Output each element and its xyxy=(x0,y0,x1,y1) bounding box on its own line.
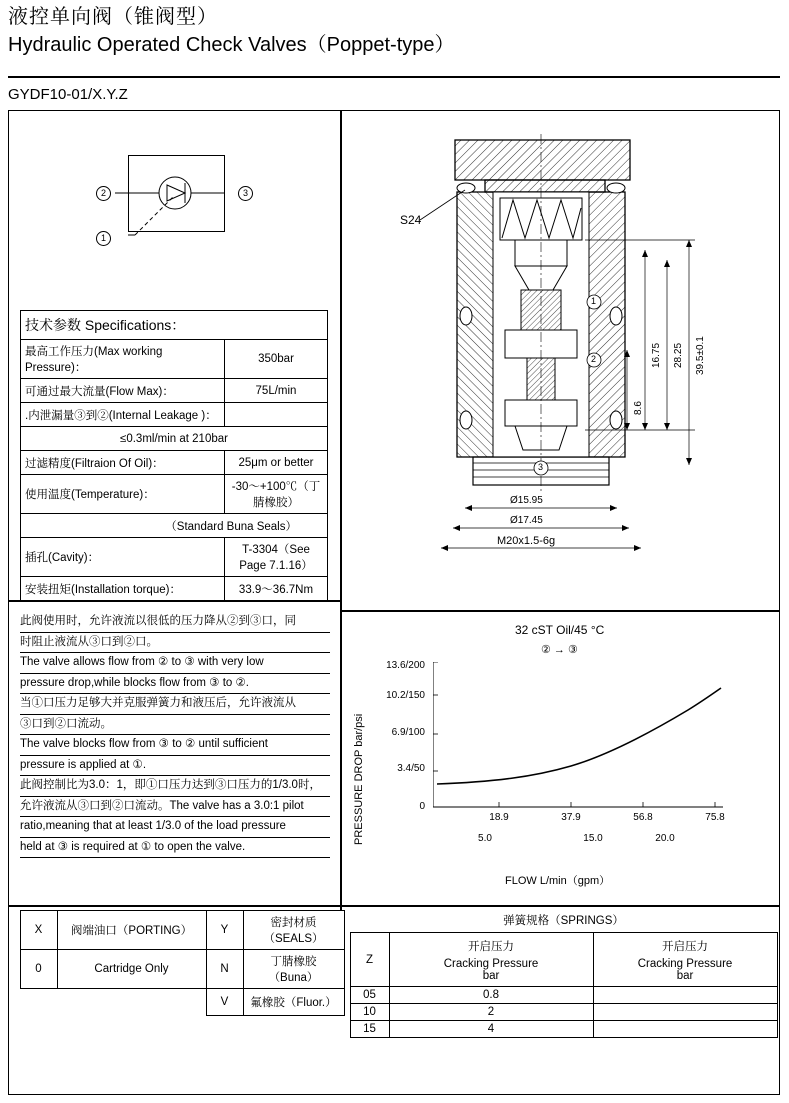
header-divider xyxy=(8,76,780,78)
chart-title: 32 cST Oil/45 °C xyxy=(515,623,605,637)
cell-porting-value: Cartridge Only xyxy=(57,950,206,989)
chart-y-axis-label: PRESSURE DROP bar/psi xyxy=(353,713,365,845)
spec-row xyxy=(21,379,328,403)
description-line: 当①口压力足够大并克服弹簧力和液压后，允许液流从 xyxy=(20,694,330,715)
spec-value: 75L/min xyxy=(225,379,328,403)
cell-porting-empty xyxy=(57,989,206,1016)
spec-value xyxy=(225,403,328,427)
dim-39-5: 39.5±0.1 xyxy=(695,336,706,375)
spec-row xyxy=(21,451,328,475)
spec-label: 最高工作压力(Max working Pressure)： xyxy=(21,340,225,379)
chart-y-tick: 0 xyxy=(419,801,425,812)
specifications-table xyxy=(20,310,328,601)
spec-row xyxy=(21,340,328,379)
spec-value: T-3304（See Page 7.1.16） xyxy=(225,538,328,577)
description-line: 此阀控制比为3.0：1，即①口压力达到③口压力的1/3.0时， xyxy=(20,776,330,797)
spec-value: 350bar xyxy=(225,340,328,379)
table-row xyxy=(350,1004,777,1021)
description-line: pressure drop,while blocks flow from ③ to ②. xyxy=(20,674,330,695)
springs-table xyxy=(350,910,778,1038)
spec-title: 技术参数 Specifications： xyxy=(21,311,328,340)
spec-row xyxy=(21,427,328,451)
callout-1: 1 xyxy=(591,296,597,306)
springs-code: 15 xyxy=(350,1021,389,1038)
table-row xyxy=(20,950,344,989)
cell-seals-value: 丁腈橡胶（Buna） xyxy=(243,950,344,989)
springs-col1-header-unit: bar xyxy=(482,970,500,982)
cell-x-value: 0 xyxy=(20,950,57,989)
right-divider-1 xyxy=(341,610,779,612)
spec-value: 25μm or better xyxy=(225,451,328,475)
dim-28-25: 28.25 xyxy=(673,342,684,368)
springs-value-1: 0.8 xyxy=(389,987,593,1004)
title-english: Hydraulic Operated Check Valves（Poppet-type） xyxy=(8,34,455,56)
callout-3: 3 xyxy=(538,462,544,472)
springs-z-header: Z xyxy=(350,933,389,987)
spec-row xyxy=(21,577,328,601)
springs-value-2 xyxy=(593,1021,777,1038)
cell-y-value: N xyxy=(206,950,243,989)
spec-label: 可通过最大流量(Flow Max)： xyxy=(21,379,225,403)
cell-porting-header: 阀端油口（PORTING） xyxy=(57,911,206,950)
chart-x-tick-gpm: 5.0 xyxy=(478,833,492,844)
chart-subtitle: ② → ③ xyxy=(541,644,578,656)
symbol-svg xyxy=(95,145,325,255)
chart-x-tick: 56.8 xyxy=(633,812,653,823)
springs-col2-header-en-text: Cracking Pressure xyxy=(637,958,733,970)
cell-x-empty xyxy=(20,989,57,1016)
cell-y-code: Y xyxy=(206,911,243,950)
springs-col1-header-cn: 开启压力 xyxy=(389,933,593,957)
description-line: pressure is applied at ①. xyxy=(20,756,330,777)
spec-value: 33.9～36.7Nm xyxy=(225,577,328,601)
dim-8-6: 8.6 xyxy=(633,401,644,415)
table-row xyxy=(350,987,777,1004)
springs-col1-header-en-text: Cracking Pressure xyxy=(443,958,539,970)
spec-row xyxy=(21,538,328,577)
cell-x-code: X xyxy=(20,911,57,950)
table-row xyxy=(20,989,344,1016)
springs-col1-header-en xyxy=(389,956,593,987)
chart-x-tick-gpm: 15.0 xyxy=(583,833,603,844)
section-drawing-svg xyxy=(345,120,777,600)
spec-row xyxy=(21,403,328,427)
chart-x-tick: 18.9 xyxy=(489,812,509,823)
chart-y-tick: 10.2/150 xyxy=(386,690,425,701)
description-line: ratio,meaning that at least 1/3.0 of the load pressure xyxy=(20,817,330,838)
model-code: GYDF10-01/X.Y.Z xyxy=(8,86,128,103)
dim-thread: M20x1.5-6g xyxy=(497,535,556,547)
column-divider xyxy=(340,110,342,910)
description-line: ③口到②口流动。 xyxy=(20,715,330,736)
cell-seals-header: 密封材质（SEALS） xyxy=(243,911,344,950)
springs-code: 10 xyxy=(350,1004,389,1021)
chart-plot-svg xyxy=(433,662,733,822)
cell-y-value: V xyxy=(206,989,243,1016)
spec-row xyxy=(21,475,328,514)
chart-y-tick: 3.4/50 xyxy=(397,763,425,774)
title-chinese: 液控单向阀（锥阀型） xyxy=(8,6,218,28)
spec-label: 插孔(Cavity)： xyxy=(21,538,225,577)
hex-size-callout: S24 xyxy=(400,213,422,227)
table-row xyxy=(350,910,777,933)
section-drawing xyxy=(345,120,777,610)
description-line: held at ③ is required at ① to open the valve. xyxy=(20,838,330,859)
springs-value-2 xyxy=(593,987,777,1004)
springs-value-1: 4 xyxy=(389,1021,593,1038)
description-line: 此阀使用时，允许液流以很低的压力降从②到③口，同 xyxy=(20,612,330,633)
spec-label: 使用温度(Temperature)： xyxy=(21,475,225,514)
table-row xyxy=(20,911,344,950)
table-row xyxy=(350,933,777,957)
porting-seals-table xyxy=(20,910,345,1016)
springs-col2-header-en xyxy=(593,956,777,987)
springs-value-2 xyxy=(593,1004,777,1021)
cell-seals-value: 氟橡胶（Fluor.） xyxy=(243,989,344,1016)
symbol-port-1-label: 1 xyxy=(96,231,111,246)
symbol-port-2-label: 2 xyxy=(96,186,111,201)
chart-x-tick: 75.8 xyxy=(705,812,725,823)
pressure-drop-chart xyxy=(345,615,777,910)
spec-label: 过滤精度(Filtraion Of Oil)： xyxy=(21,451,225,475)
description-line: 允许液流从③口到②口流动。The valve has a 3.0:1 pilot xyxy=(20,797,330,818)
dim-16-75: 16.75 xyxy=(651,342,662,368)
dim-d15-95: Ø15.95 xyxy=(510,495,543,506)
description-line: 时阻止液流从③口到②口。 xyxy=(20,633,330,654)
spec-value: -30～+100℃（丁腈橡胶） xyxy=(225,475,328,514)
spec-value-full: ≤0.3ml/min at 210bar xyxy=(21,427,328,451)
chart-x-axis-label: FLOW L/min（gpm） xyxy=(505,875,611,887)
chart-x-tick-gpm: 20.0 xyxy=(655,833,675,844)
spec-label: .内泄漏量③到②(Internal Leakage )： xyxy=(21,403,225,427)
springs-col2-header-unit: bar xyxy=(676,970,694,982)
springs-code: 05 xyxy=(350,987,389,1004)
spec-value-full: （Standard Buna Seals） xyxy=(21,514,328,538)
bottom-tables xyxy=(10,910,779,1093)
dim-d17-45: Ø17.45 xyxy=(510,515,543,526)
springs-col2-header-cn: 开启压力 xyxy=(593,933,777,957)
table-row xyxy=(350,956,777,987)
chart-y-tick: 13.6/200 xyxy=(386,660,425,671)
symbol-port-3-label: 3 xyxy=(238,186,253,201)
page-header xyxy=(8,4,778,58)
springs-title: 弹簧规格（SPRINGS） xyxy=(503,915,624,927)
description-line: The valve blocks flow from ③ to ② until sufficient xyxy=(20,735,330,756)
description-line: The valve allows flow from ② to ③ with very low xyxy=(20,653,330,674)
chart-x-tick: 37.9 xyxy=(561,812,581,823)
table-row xyxy=(350,1021,777,1038)
spec-row xyxy=(21,514,328,538)
chart-y-tick: 6.9/100 xyxy=(391,727,425,738)
spec-label: 安装扭矩(Installation torque)： xyxy=(21,577,225,601)
springs-value-1: 2 xyxy=(389,1004,593,1021)
description-block xyxy=(20,612,330,858)
callout-2: 2 xyxy=(591,354,597,364)
